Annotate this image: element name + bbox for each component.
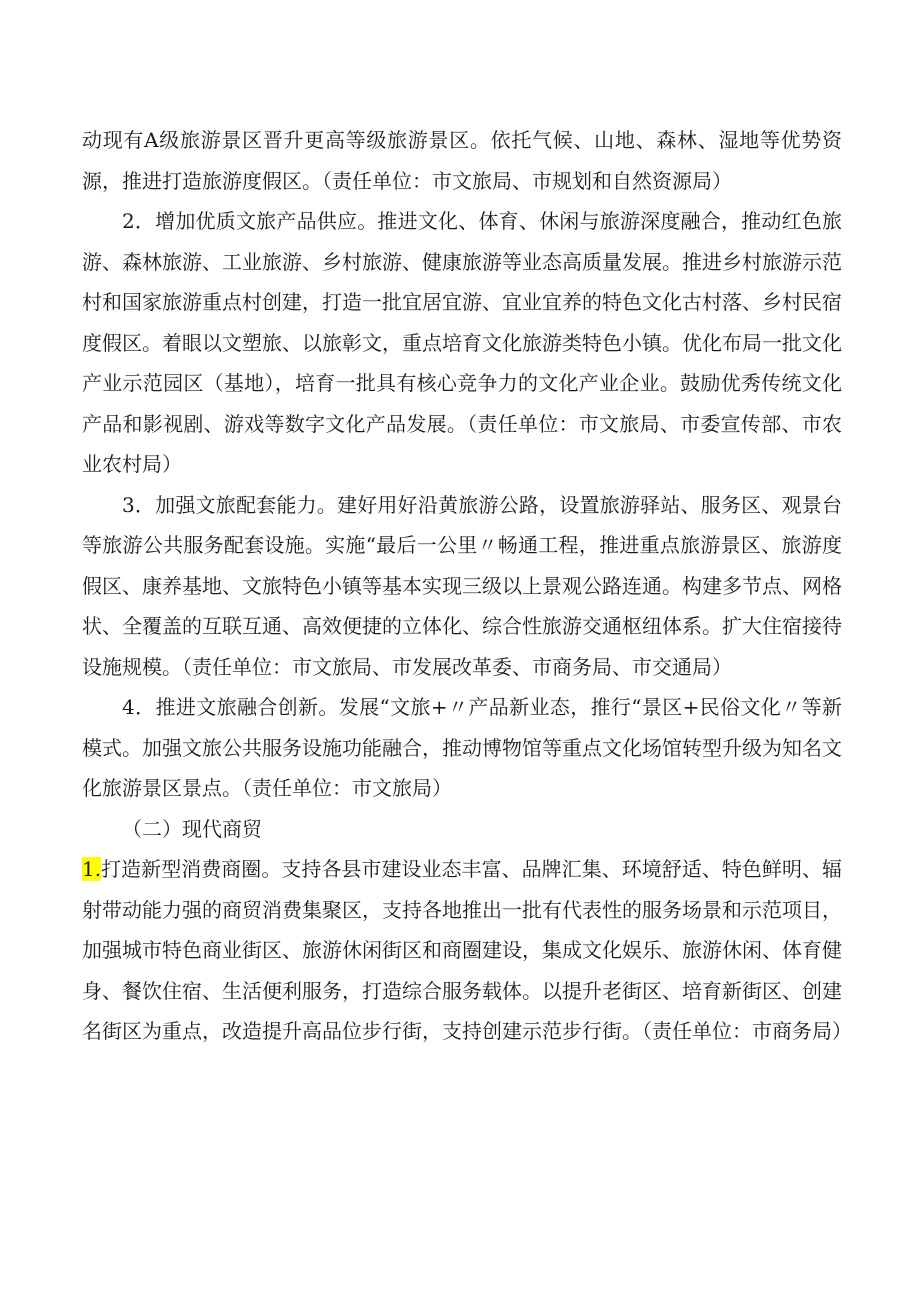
paragraph-item-4: 4．推进文旅融合创新。发展“文旅+〃产品新业态，推行“景区+民俗文化〃等新模式。加强文旅公共服务设施功能融合，推动博物馆等重点文化场馆转型升级为知名文化旅游景区景点。（责任单位：市文旅局） (82, 695, 842, 800)
paragraph-item-2: 2．增加优质文旅产品供应。推进文化、体育、休闲与旅游深度融合，推动红色旅游、森林旅游、工业旅游、乡村旅游、健康旅游等业态高质量发展。推进乡村旅游示范村和国家旅游重点村创建，打造一批宜居宜游、宜业宜养的特色文化古村落、乡村民宿度假区。着眼以文塑旅、以旅彰文，重点培育文化旅游类特色小镇。优化布局一批文化产业示范园区（基地），培育一批具有核心竞争力的文化产业企业。鼓励优秀传统文化产品和影视剧、游戏等数字文化产品发展。（责任单位：市文旅局、市委宣传部、市农业农村局） (82, 209, 842, 476)
paragraph-item-3: 3．加强文旅配套能力。建好用好沿黄旅游公路，设置旅游驿站、服务区、观景台等旅游公共服务配套设施。实施“最后一公里〃畅通工程，推进重点旅游景区、旅游度假区、康养基地、文旅特色小镇等基本实现三级以上景观公路连通。构建多节点、网格状、全覆盖的互联互通、高效便捷的立体化、综合性旅游交通枢纽体系。扩大住宿接待设施规模。（责任单位：市文旅局、市发展改革委、市商务局、市交通局） (82, 492, 842, 679)
document-body (82, 120, 852, 1052)
section-heading: （二）现代商贸 (122, 816, 262, 841)
highlighted-item-marker: 1. (82, 857, 102, 881)
paragraph-continuation: 动现有A级旅游景区晋升更高等级旅游景区。依托气候、山地、森林、湿地等优势资源，推进打造旅游度假区。（责任单位：市文旅局、市规划和自然资源局） (82, 128, 842, 193)
paragraph-item-1-commerce (82, 849, 852, 1052)
paragraph-item-1-text: 打造新型消费商圈。支持各县市建设业态丰富、品牌汇集、环境舒适、特色鲜明、辐射带动能力强的商贸消费集聚区，支持各地推出一批有代表性的服务场景和示范项目，加强城市特色商业街区、旅游休闲街区和商圈建设，集成文化娱乐、旅游休闲、体育健身、餐饮住宿、生活便利服务，打造综合服务载体。以提升老街区、培育新街区、创建名街区为重点，改造提升高品位步行街，支持创建示范步行街。（责任单位：市商务局） (82, 857, 852, 1043)
